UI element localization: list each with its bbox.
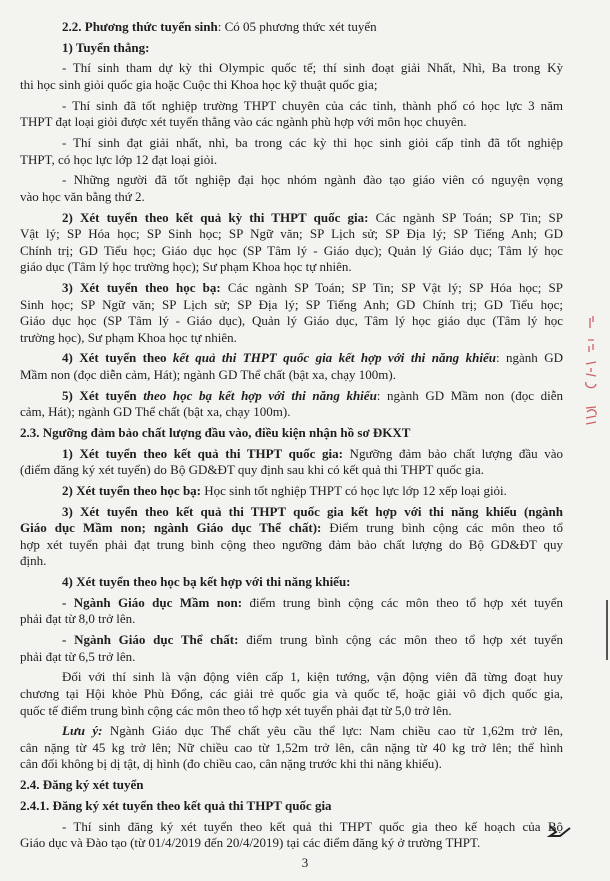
text-segment: phải đạt từ 8,0 trở lên. — [20, 611, 136, 627]
text-segment: cân đối không bị dị tật, dị hình (đo chiều cao, cân nặng trước khi thi năng khiếu). — [20, 756, 442, 772]
text-line — [20, 40, 563, 57]
text-segment: 2.3. Ngưỡng đảm bảo chất lượng đầu vào, điều kiện nhận hồ sơ ĐKXT — [20, 425, 411, 440]
text-segment: quốc tế điểm trung bình cộng các môn theo tổ hợp xét tuyển phải đạt từ 5,0 trở lên. — [20, 702, 452, 718]
text-segment: : Có 05 phương thức xét tuyển — [217, 19, 377, 34]
text-line — [20, 798, 563, 815]
text-segment: 2) Xét tuyển theo học bạ: — [62, 482, 202, 498]
text-line — [20, 388, 563, 405]
text-line — [20, 777, 563, 794]
text-line — [20, 19, 563, 36]
text-line — [20, 669, 563, 686]
paragraph — [20, 483, 563, 500]
paragraph — [20, 19, 563, 36]
text-line — [20, 504, 563, 521]
paragraph — [20, 60, 563, 93]
text-segment: giáo dục (Tâm lý học trường học); Sư phạm Khoa học tự nhiên. — [20, 259, 352, 275]
text-line — [20, 686, 563, 703]
text-line — [20, 632, 563, 649]
text-line — [20, 98, 563, 115]
text-segment: chương tại Hội khỏe Phù Đổng, các giải trẻ quốc gia và quốc tế, hoặc giải vô địch quốc gia, — [20, 685, 563, 701]
text-segment: hợp xét tuyển phải đạt trung bình cộng theo ngưỡng đảm bảo chất lượng do Bộ GD&ĐT quy — [20, 536, 563, 552]
text-line — [20, 60, 563, 77]
text-segment: 4) Xét tuyển theo học bạ kết hợp với thi năng khiếu: — [62, 574, 351, 590]
text-line — [20, 553, 563, 570]
text-segment: điểm trung bình cộng các môn theo tổ hợp xét tuyển — [238, 632, 563, 648]
text-segment: THPT đạt loại giỏi được xét tuyển thẳng vào các ngành phù hợp với môn học chuyên. — [20, 114, 467, 130]
text-segment: Lưu ý: — [62, 723, 103, 739]
paragraph — [20, 210, 563, 276]
text-segment: Học sinh tốt nghiệp THPT có học lực lớp 12 xếp loại giỏi. — [201, 482, 507, 498]
text-line — [20, 330, 563, 347]
text-segment: điểm trung bình cộng các môn theo tổ hợp xét tuyển — [242, 594, 563, 610]
text-line — [20, 77, 563, 94]
paragraph — [20, 98, 563, 131]
text-segment: - Ngành Giáo dục Mầm non: — [62, 594, 243, 610]
text-segment: 2.2. Phương thức tuyển sinh — [62, 19, 218, 34]
text-segment: Mầm non (đọc diễn cảm, Hát); ngành GD Thể chất (bật xa, chạy 100m). — [20, 367, 396, 383]
text-line — [20, 520, 563, 537]
text-segment: cân nặng từ 45 kg trở lên; Nữ chiều cao từ 1,52m trở lên, cân nặng từ 40 kg trở lên; thể hình — [20, 739, 563, 755]
text-line — [20, 446, 563, 463]
paragraph — [20, 723, 563, 773]
text-segment: Ngưỡng đảm bảo chất lượng đầu vào — [342, 445, 564, 461]
text-segment: : ngành GD Mầm non (đọc diễn — [376, 387, 563, 403]
text-segment: trường học), Sư phạm Khoa học tự nhiên. — [20, 329, 237, 345]
text-line — [20, 189, 563, 206]
text-segment: 1) Tuyển thẳng: — [62, 39, 150, 55]
text-line — [20, 404, 563, 421]
paragraph — [20, 777, 563, 794]
text-line — [20, 537, 563, 554]
text-line — [20, 756, 563, 773]
document-body — [20, 19, 563, 856]
text-line — [20, 574, 563, 591]
text-segment: phải đạt từ 6,5 trở lên. — [20, 648, 136, 664]
text-segment: Đối với thí sinh là vận động viên cấp 1, kiện tướng, vận động viên đã từng đoạt huy — [62, 669, 563, 685]
text-segment: 5) Xét tuyển — [62, 387, 144, 403]
text-line — [20, 210, 563, 227]
text-segment: 3) Xét tuyển theo kết quả thi THPT quốc gia kết hợp với thi năng khiếu (ngành — [62, 503, 563, 519]
text-segment: THPT, có học lực lớp 12 đạt loại giỏi. — [20, 151, 218, 167]
text-segment: kết quả thi THPT quốc gia kết hợp với thi năng khiếu — [172, 350, 496, 366]
paragraph — [20, 172, 563, 205]
text-segment: 2) Xét tuyển theo kết quả kỳ thi THPT quốc gia: — [62, 209, 369, 225]
text-segment: Các ngành SP Toán; SP Tin; SP Vật lý; SP Hóa học; SP — [220, 279, 563, 295]
text-segment: - Thí sinh đạt giải nhất, nhì, ba trong các kỳ thi học sinh giỏi cấp tỉnh đã tốt nghiệp — [62, 134, 563, 150]
text-segment: 2.4. Đăng ký xét tuyển — [20, 777, 144, 793]
text-line — [20, 243, 563, 260]
text-line — [20, 649, 563, 666]
paragraph — [20, 425, 563, 442]
paragraph — [20, 669, 563, 719]
text-segment: Điểm trung bình cộng các môn theo tổ — [321, 520, 563, 536]
text-line — [20, 819, 563, 836]
paragraph — [20, 350, 563, 383]
text-segment: Vật lý; SP Hóa học; SP Sinh học; SP Ngữ văn; SP Lịch sử; SP Địa lý; SP Tiếng Anh; GD — [20, 226, 563, 242]
paragraph — [20, 595, 563, 628]
text-segment: Các ngành SP Toán; SP Tin; SP — [368, 209, 563, 225]
text-segment: Giáo dục học (SP Tâm lý - Giáo dục), Quản lý Giáo dục, Tâm lý học giáo dục (Tâm lý học — [20, 313, 563, 329]
text-line — [20, 740, 563, 757]
text-line — [20, 135, 563, 152]
text-segment: Chính trị; GD Tiểu học; Giáo dục học (SP Tâm lý - Giáo dục); Quản lý Giáo dục; Tâm lý học — [20, 242, 563, 258]
text-segment: : ngành GD — [495, 350, 563, 366]
text-segment: theo học bạ kết hợp với thi năng khiếu — [143, 387, 377, 403]
text-segment: 4) Xét tuyển theo — [62, 350, 173, 366]
paragraph — [20, 388, 563, 421]
paragraph — [20, 504, 563, 570]
text-segment: vào học văn bằng thứ 2. — [20, 188, 145, 204]
text-line — [20, 350, 563, 367]
text-segment: 2.4.1. Đăng ký xét tuyển theo kết quả thi THPT quốc gia — [20, 797, 332, 813]
text-segment: - Những người đã tốt nghiệp đại học nhóm ngành đào tạo giáo viên có nguyện vọng — [62, 172, 563, 188]
text-line — [20, 611, 563, 628]
text-line — [20, 483, 563, 500]
paragraph — [20, 798, 563, 815]
text-line — [20, 152, 563, 169]
text-line — [20, 723, 563, 740]
text-line — [20, 595, 563, 612]
text-segment: - Thí sinh đã tốt nghiệp trường THPT chuyên của các tỉnh, thành phố có học lực 3 năm — [62, 97, 563, 113]
paragraph — [20, 40, 563, 57]
text-segment: - Thí sinh tham dự kỳ thi Olympic quốc tế; thí sinh đoạt giải Nhất, Nhì, Ba trong Kỳ — [62, 60, 563, 76]
paragraph — [20, 135, 563, 168]
text-segment: Sinh học; SP Ngữ văn; SP Lịch sử; SP Địa lý; SP Tiếng Anh; GD Chính trị; GD Tiểu học; — [20, 296, 563, 312]
text-segment: (điểm đăng ký xét tuyển) do Bộ GD&ĐT quy định sau khi có kết quả thi THPT quốc gia. — [20, 462, 484, 478]
paragraph — [20, 819, 563, 852]
scan-edge-mark — [606, 600, 608, 660]
paragraph — [20, 446, 563, 479]
text-segment: cảm, Hát); ngành GD Thể chất (bật xa, chạy 100m). — [20, 404, 291, 420]
text-segment: định. — [20, 553, 47, 569]
text-segment: Giáo dục và Đào tạo (từ 01/4/2019 đến 20/4/2019) tại các điểm đăng ký ở trường THPT. — [20, 835, 481, 851]
paragraph — [20, 280, 563, 346]
text-segment: Ngành Giáo dục Thể chất yêu cầu thể lực: Nam chiều cao từ 1,62m trở lên, — [102, 723, 563, 739]
text-segment: thi học sinh giỏi quốc gia hoặc Cuộc thi Khoa học kỹ thuật quốc gia; — [20, 76, 378, 92]
red-handwritten-stamp — [578, 312, 606, 430]
paragraph — [20, 632, 563, 665]
text-line — [20, 172, 563, 189]
signature-mark — [546, 822, 572, 842]
text-segment: 3) Xét tuyển theo học bạ: — [62, 279, 221, 295]
text-line — [20, 462, 563, 479]
text-line — [20, 425, 563, 442]
text-line — [20, 280, 563, 297]
text-segment: 1) Xét tuyển theo kết quả thi THPT quốc gia: — [62, 445, 343, 461]
text-line — [20, 703, 563, 720]
text-line — [20, 259, 563, 276]
text-line — [20, 367, 563, 384]
text-line — [20, 313, 563, 330]
paragraph — [20, 574, 563, 591]
text-line — [20, 226, 563, 243]
text-line — [20, 297, 563, 314]
text-segment: - Thí sinh đăng ký xét tuyển theo kết quả thi THPT quốc gia theo kế hoạch của Bộ — [62, 818, 563, 834]
text-segment: - Ngành Giáo dục Thể chất: — [62, 632, 239, 648]
text-line — [20, 835, 563, 852]
text-line — [20, 114, 563, 131]
page-number: 3 — [301, 855, 309, 870]
text-segment: Giáo dục Mầm non; ngành Giáo dục Thể chất): — [20, 520, 322, 536]
